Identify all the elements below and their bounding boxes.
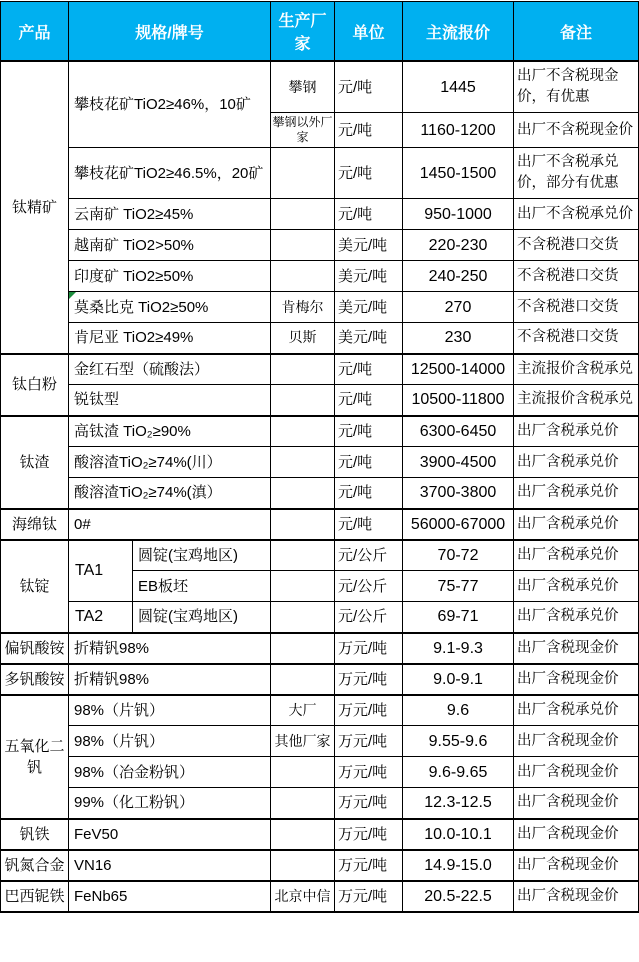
spec-cell xyxy=(69,447,271,478)
product-cell xyxy=(1,881,69,912)
producer-cell xyxy=(271,757,335,788)
spec-cell xyxy=(69,664,271,695)
unit-text: 元/吨 xyxy=(338,164,373,182)
unit-text: 万元/吨 xyxy=(338,825,388,843)
unit-cell xyxy=(335,61,403,113)
price-text: 9.1-9.3 xyxy=(433,639,483,657)
price-cell xyxy=(403,509,514,540)
spec-cell xyxy=(69,230,271,261)
spec_form-text: 圆锭(宝鸡地区) xyxy=(138,608,238,626)
price-cell xyxy=(403,850,514,881)
product-text: 海绵钛 xyxy=(11,515,57,533)
price-text: 270 xyxy=(444,298,472,316)
note-cell xyxy=(514,540,639,571)
unit-cell xyxy=(335,113,403,148)
spec-cell xyxy=(69,881,271,912)
product-cell xyxy=(1,354,69,416)
note-cell xyxy=(514,757,639,788)
note-cell xyxy=(514,261,639,292)
unit-cell xyxy=(335,323,403,354)
table-row xyxy=(1,881,639,912)
spec_form-cell xyxy=(133,602,271,633)
comment-marker-icon xyxy=(69,292,76,299)
table-row xyxy=(1,323,639,354)
spec-text: 印度矿 TiO2≥50% xyxy=(74,267,194,285)
note-cell xyxy=(514,850,639,881)
table-row xyxy=(1,478,639,509)
unit-cell xyxy=(335,850,403,881)
note-cell xyxy=(514,602,639,633)
table-row xyxy=(1,354,639,385)
note-text: 不含税港口交货 xyxy=(517,236,619,253)
product-cell xyxy=(1,509,69,540)
price-text: 240-250 xyxy=(428,267,488,285)
price-text: 230 xyxy=(444,329,472,347)
product-cell xyxy=(1,819,69,850)
producer-cell xyxy=(271,571,335,602)
producer-cell xyxy=(271,850,335,881)
spec-cell xyxy=(69,788,271,819)
note-text: 出厂含税承兑价 xyxy=(517,546,619,563)
spec-text: 折精钒98% xyxy=(74,639,150,657)
note-cell xyxy=(514,113,639,148)
spec-text: 98%（片钒） xyxy=(74,732,165,750)
spec-text: 金红石型（硫酸法） xyxy=(74,360,210,378)
note-text: 不含税港口交货 xyxy=(517,267,619,284)
unit-text: 美元/吨 xyxy=(338,298,388,316)
unit-cell xyxy=(335,199,403,230)
producer-cell xyxy=(271,695,335,726)
producer-cell xyxy=(271,509,335,540)
product-text: 五氧化二钒 xyxy=(4,737,65,776)
price-cell xyxy=(403,113,514,148)
producer-cell xyxy=(271,113,335,148)
note-cell xyxy=(514,148,639,199)
price-text: 10.0-10.1 xyxy=(424,825,492,843)
unit-text: 元/吨 xyxy=(338,391,373,409)
note-text: 出厂含税承兑价 xyxy=(517,484,619,501)
unit-cell xyxy=(335,478,403,509)
product-text: 钛精矿 xyxy=(11,198,57,216)
unit-text: 元/公斤 xyxy=(338,608,388,626)
note-text: 出厂不含税承兑价 xyxy=(517,205,634,222)
note-cell xyxy=(514,819,639,850)
price-text: 9.6 xyxy=(446,701,470,719)
price-text: 1445 xyxy=(440,78,476,96)
note-text: 出厂不含税现金价 xyxy=(517,121,634,138)
note-cell xyxy=(514,788,639,819)
producer-text: 其他厂家 xyxy=(274,732,331,749)
price-table xyxy=(0,1,639,913)
spec-text: 锐钛型 xyxy=(74,391,120,409)
price-text: 220-230 xyxy=(428,236,488,254)
spec-text: 云南矿 TiO2≥45% xyxy=(74,205,194,223)
price-cell xyxy=(403,385,514,416)
producer-text: 大厂 xyxy=(288,701,317,718)
producer-cell xyxy=(271,788,335,819)
unit-text: 元/公斤 xyxy=(338,546,388,564)
price-cell xyxy=(403,354,514,385)
producer-cell xyxy=(271,478,335,509)
table-row xyxy=(1,148,639,199)
unit-text: 万元/吨 xyxy=(338,763,388,781)
spec-text: FeNb65 xyxy=(74,887,128,905)
price-text: 69-71 xyxy=(437,608,479,626)
table-row xyxy=(1,602,639,633)
note-cell xyxy=(514,509,639,540)
unit-text: 元/吨 xyxy=(338,78,373,96)
unit-text: 元/吨 xyxy=(338,484,373,502)
table-row xyxy=(1,819,639,850)
spec-text: 攀枝花矿TiO2≥46.5%，20矿 xyxy=(74,164,264,182)
note-cell xyxy=(514,633,639,664)
spec-cell xyxy=(69,323,271,354)
col-header-producer: 生产厂家 xyxy=(271,2,335,62)
table-row xyxy=(1,788,639,819)
spec-text: 高钛渣 TiO₂≥90% xyxy=(74,422,191,440)
unit-text: 元/吨 xyxy=(338,205,373,223)
unit-cell xyxy=(335,385,403,416)
unit-text: 美元/吨 xyxy=(338,267,388,285)
table-row xyxy=(1,230,639,261)
price-text: 56000-67000 xyxy=(410,515,506,533)
note-cell xyxy=(514,199,639,230)
spec_grade-cell xyxy=(69,602,133,633)
table-row xyxy=(1,757,639,788)
table-row xyxy=(1,633,639,664)
product-cell xyxy=(1,664,69,695)
price-text: 12500-14000 xyxy=(410,360,506,378)
table-row xyxy=(1,695,639,726)
spec-cell xyxy=(69,757,271,788)
unit-cell xyxy=(335,416,403,447)
spec-cell xyxy=(69,633,271,664)
note-text: 出厂含税承兑价 xyxy=(517,701,619,718)
price-cell xyxy=(403,633,514,664)
table-row xyxy=(1,292,639,323)
unit-cell xyxy=(335,788,403,819)
spec_form-cell xyxy=(133,540,271,571)
price-text: 9.55-9.6 xyxy=(428,732,488,750)
product-cell xyxy=(1,695,69,819)
product-text: 钛锭 xyxy=(19,577,50,595)
price-cell xyxy=(403,819,514,850)
producer-cell xyxy=(271,199,335,230)
price-cell xyxy=(403,323,514,354)
note-cell xyxy=(514,292,639,323)
spec-text: 折精钒98% xyxy=(74,670,150,688)
product-cell xyxy=(1,633,69,664)
product-text: 多钒酸铵 xyxy=(4,670,65,688)
price-cell xyxy=(403,416,514,447)
producer-cell xyxy=(271,602,335,633)
note-text: 出厂含税承兑价 xyxy=(517,608,619,625)
unit-cell xyxy=(335,602,403,633)
table-row xyxy=(1,540,639,571)
table-row xyxy=(1,416,639,447)
product-text: 钛白粉 xyxy=(11,376,57,393)
spec-text: 98%（冶金粉钒） xyxy=(74,763,195,781)
unit-text: 万元/吨 xyxy=(338,639,388,657)
price-cell xyxy=(403,788,514,819)
note-text: 不含税港口交货 xyxy=(517,298,619,315)
note-text: 出厂含税现金价 xyxy=(517,763,619,780)
note-cell xyxy=(514,354,639,385)
table-row xyxy=(1,726,639,757)
unit-cell xyxy=(335,447,403,478)
price-text: 1450-1500 xyxy=(419,164,497,182)
spec-text: 酸溶渣TiO₂≥74%(滇） xyxy=(74,484,222,502)
note-text: 出厂含税现金价 xyxy=(517,794,619,811)
producer-cell xyxy=(271,881,335,912)
spec-cell xyxy=(69,850,271,881)
price-cell xyxy=(403,571,514,602)
unit-cell xyxy=(335,881,403,912)
spec-text: 越南矿 TiO2>50% xyxy=(74,236,194,254)
note-text: 出厂含税承兑价 xyxy=(517,577,619,594)
unit-cell xyxy=(335,292,403,323)
spec-cell xyxy=(69,416,271,447)
price-text: 75-77 xyxy=(437,577,479,595)
note-text: 出厂含税现金价 xyxy=(517,639,619,656)
product-cell xyxy=(1,540,69,633)
producer-text: 贝斯 xyxy=(288,329,317,346)
price-cell xyxy=(403,447,514,478)
unit-cell xyxy=(335,540,403,571)
unit-text: 万元/吨 xyxy=(338,670,388,688)
unit-text: 元/吨 xyxy=(338,121,373,139)
note-cell xyxy=(514,726,639,757)
producer-cell xyxy=(271,148,335,199)
note-text: 出厂含税现金价 xyxy=(517,670,619,687)
table-row xyxy=(1,509,639,540)
producer-cell xyxy=(271,354,335,385)
note-text: 出厂含税现金价 xyxy=(517,856,619,873)
price-cell xyxy=(403,230,514,261)
product-cell xyxy=(1,416,69,509)
price-cell xyxy=(403,726,514,757)
price-text: 20.5-22.5 xyxy=(424,887,492,905)
spec-text: VN16 xyxy=(74,856,112,874)
price-text: 12.3-12.5 xyxy=(424,794,492,812)
note-text: 出厂含税现金价 xyxy=(517,825,619,842)
producer-cell xyxy=(271,416,335,447)
unit-text: 元/吨 xyxy=(338,453,373,471)
product-cell xyxy=(1,61,69,354)
spec-cell xyxy=(69,199,271,230)
price-text: 3900-4500 xyxy=(419,453,497,471)
price-text: 70-72 xyxy=(437,546,479,564)
spec_grade-text: TA1 xyxy=(75,562,104,580)
producer-cell xyxy=(271,726,335,757)
unit-cell xyxy=(335,148,403,199)
unit-text: 元/吨 xyxy=(338,515,373,533)
table-row xyxy=(1,61,639,113)
price-text: 6300-6450 xyxy=(419,422,497,440)
spec_form-text: EB板坯 xyxy=(138,577,189,595)
note-cell xyxy=(514,385,639,416)
spec_form-cell xyxy=(133,571,271,602)
producer-cell xyxy=(271,633,335,664)
product-text: 巴西铌铁 xyxy=(4,887,65,905)
price-cell xyxy=(403,695,514,726)
table-row xyxy=(1,261,639,292)
note-text: 出厂含税承兑价 xyxy=(517,515,619,532)
producer-cell xyxy=(271,819,335,850)
spec-cell xyxy=(69,354,271,385)
unit-cell xyxy=(335,695,403,726)
price-text: 14.9-15.0 xyxy=(424,856,492,874)
producer-text: 攀钢以外厂家 xyxy=(272,115,333,144)
note-text: 不含税港口交货 xyxy=(517,329,619,346)
price-cell xyxy=(403,199,514,230)
unit-text: 万元/吨 xyxy=(338,732,388,750)
unit-text: 万元/吨 xyxy=(338,794,388,812)
note-cell xyxy=(514,571,639,602)
unit-text: 万元/吨 xyxy=(338,856,388,874)
producer-cell xyxy=(271,261,335,292)
unit-cell xyxy=(335,726,403,757)
producer-cell xyxy=(271,61,335,113)
spec_grade-cell xyxy=(69,540,133,602)
product-text: 钒铁 xyxy=(19,825,50,843)
price-text: 3700-3800 xyxy=(419,484,497,502)
spec-cell xyxy=(69,261,271,292)
unit-cell xyxy=(335,509,403,540)
price-cell xyxy=(403,664,514,695)
spec-text: 98%（片钒） xyxy=(74,701,165,719)
spec-cell xyxy=(69,148,271,199)
unit-cell xyxy=(335,571,403,602)
price-cell xyxy=(403,292,514,323)
producer-text: 攀钢 xyxy=(288,78,317,95)
unit-text: 美元/吨 xyxy=(338,236,388,254)
spec-cell xyxy=(69,385,271,416)
unit-cell xyxy=(335,261,403,292)
price-cell xyxy=(403,478,514,509)
unit-cell xyxy=(335,633,403,664)
price-cell xyxy=(403,148,514,199)
spec-text: 攀枝花矿TiO2≥46%，10矿 xyxy=(74,96,251,113)
producer-cell xyxy=(271,230,335,261)
note-text: 出厂不含税现金价，有优惠 xyxy=(517,68,619,105)
note-text: 主流报价含税承兑 xyxy=(517,360,634,377)
spec-cell xyxy=(69,509,271,540)
col-header-product: 产品 xyxy=(1,2,69,62)
producer-cell xyxy=(271,385,335,416)
price-table-body xyxy=(1,61,639,912)
unit-cell xyxy=(335,757,403,788)
unit-text: 元/吨 xyxy=(338,360,373,378)
note-cell xyxy=(514,695,639,726)
unit-cell xyxy=(335,230,403,261)
table-row xyxy=(1,664,639,695)
producer-cell xyxy=(271,664,335,695)
price-text: 10500-11800 xyxy=(411,391,505,409)
table-row xyxy=(1,199,639,230)
price-cell xyxy=(403,61,514,113)
note-text: 出厂含税承兑价 xyxy=(517,453,619,470)
price-cell xyxy=(403,602,514,633)
spec-cell xyxy=(69,292,271,323)
col-header-note: 备注 xyxy=(514,2,639,62)
col-header-unit: 单位 xyxy=(335,2,403,62)
spec-text: 99%（化工粉钒） xyxy=(74,794,195,812)
unit-cell xyxy=(335,664,403,695)
producer-cell xyxy=(271,447,335,478)
note-text: 出厂含税承兑价 xyxy=(517,422,619,439)
price-cell xyxy=(403,540,514,571)
producer-text: 肯梅尔 xyxy=(281,298,324,315)
price-text: 1160-1200 xyxy=(420,121,496,139)
spec-text: 0# xyxy=(74,515,91,533)
note-text: 出厂不含税承兑价，部分有优惠 xyxy=(517,154,619,191)
note-text: 出厂含税现金价 xyxy=(517,732,619,749)
spec-text: 莫桑比克 TiO2≥50% xyxy=(74,298,209,316)
price-cell xyxy=(403,757,514,788)
spec-cell xyxy=(69,819,271,850)
spec-text: 肯尼亚 TiO2≥49% xyxy=(74,329,194,347)
unit-text: 美元/吨 xyxy=(338,329,388,347)
product-cell xyxy=(1,850,69,881)
col-header-price: 主流报价 xyxy=(403,2,514,62)
price-text: 950-1000 xyxy=(424,205,492,223)
unit-text: 万元/吨 xyxy=(338,887,388,905)
note-cell xyxy=(514,323,639,354)
note-text: 主流报价含税承兑 xyxy=(517,391,634,408)
note-cell xyxy=(514,447,639,478)
table-row xyxy=(1,385,639,416)
unit-text: 元/吨 xyxy=(338,422,373,440)
price-text: 9.6-9.65 xyxy=(428,763,488,781)
producer-cell xyxy=(271,540,335,571)
table-row xyxy=(1,850,639,881)
col-header-spec: 规格/牌号 xyxy=(69,2,271,62)
spec-cell xyxy=(69,478,271,509)
spec-cell xyxy=(69,726,271,757)
note-cell xyxy=(514,416,639,447)
producer-cell xyxy=(271,323,335,354)
note-cell xyxy=(514,478,639,509)
spec_grade-text: TA2 xyxy=(75,608,104,626)
producer-text: 北京中信 xyxy=(274,887,331,904)
note-cell xyxy=(514,61,639,113)
note-cell xyxy=(514,881,639,912)
spec-cell xyxy=(69,695,271,726)
spec-text: 酸溶渣TiO₂≥74%(川） xyxy=(74,453,222,471)
note-text: 出厂含税现金价 xyxy=(517,887,619,904)
product-text: 偏钒酸铵 xyxy=(4,639,65,657)
note-cell xyxy=(514,230,639,261)
price-text: 9.0-9.1 xyxy=(433,670,483,688)
unit-text: 万元/吨 xyxy=(338,701,388,719)
price-cell xyxy=(403,261,514,292)
producer-cell xyxy=(271,292,335,323)
unit-cell xyxy=(335,819,403,850)
spec_form-text: 圆锭(宝鸡地区) xyxy=(138,546,238,564)
price-cell xyxy=(403,881,514,912)
unit-cell xyxy=(335,354,403,385)
table-row xyxy=(1,447,639,478)
spec-cell xyxy=(69,61,271,148)
product-text: 钒氮合金 xyxy=(4,856,65,874)
unit-text: 元/公斤 xyxy=(338,577,388,595)
header-row xyxy=(1,2,639,62)
spec-text: FeV50 xyxy=(74,825,119,843)
note-cell xyxy=(514,664,639,695)
product-text: 钛渣 xyxy=(19,453,50,471)
